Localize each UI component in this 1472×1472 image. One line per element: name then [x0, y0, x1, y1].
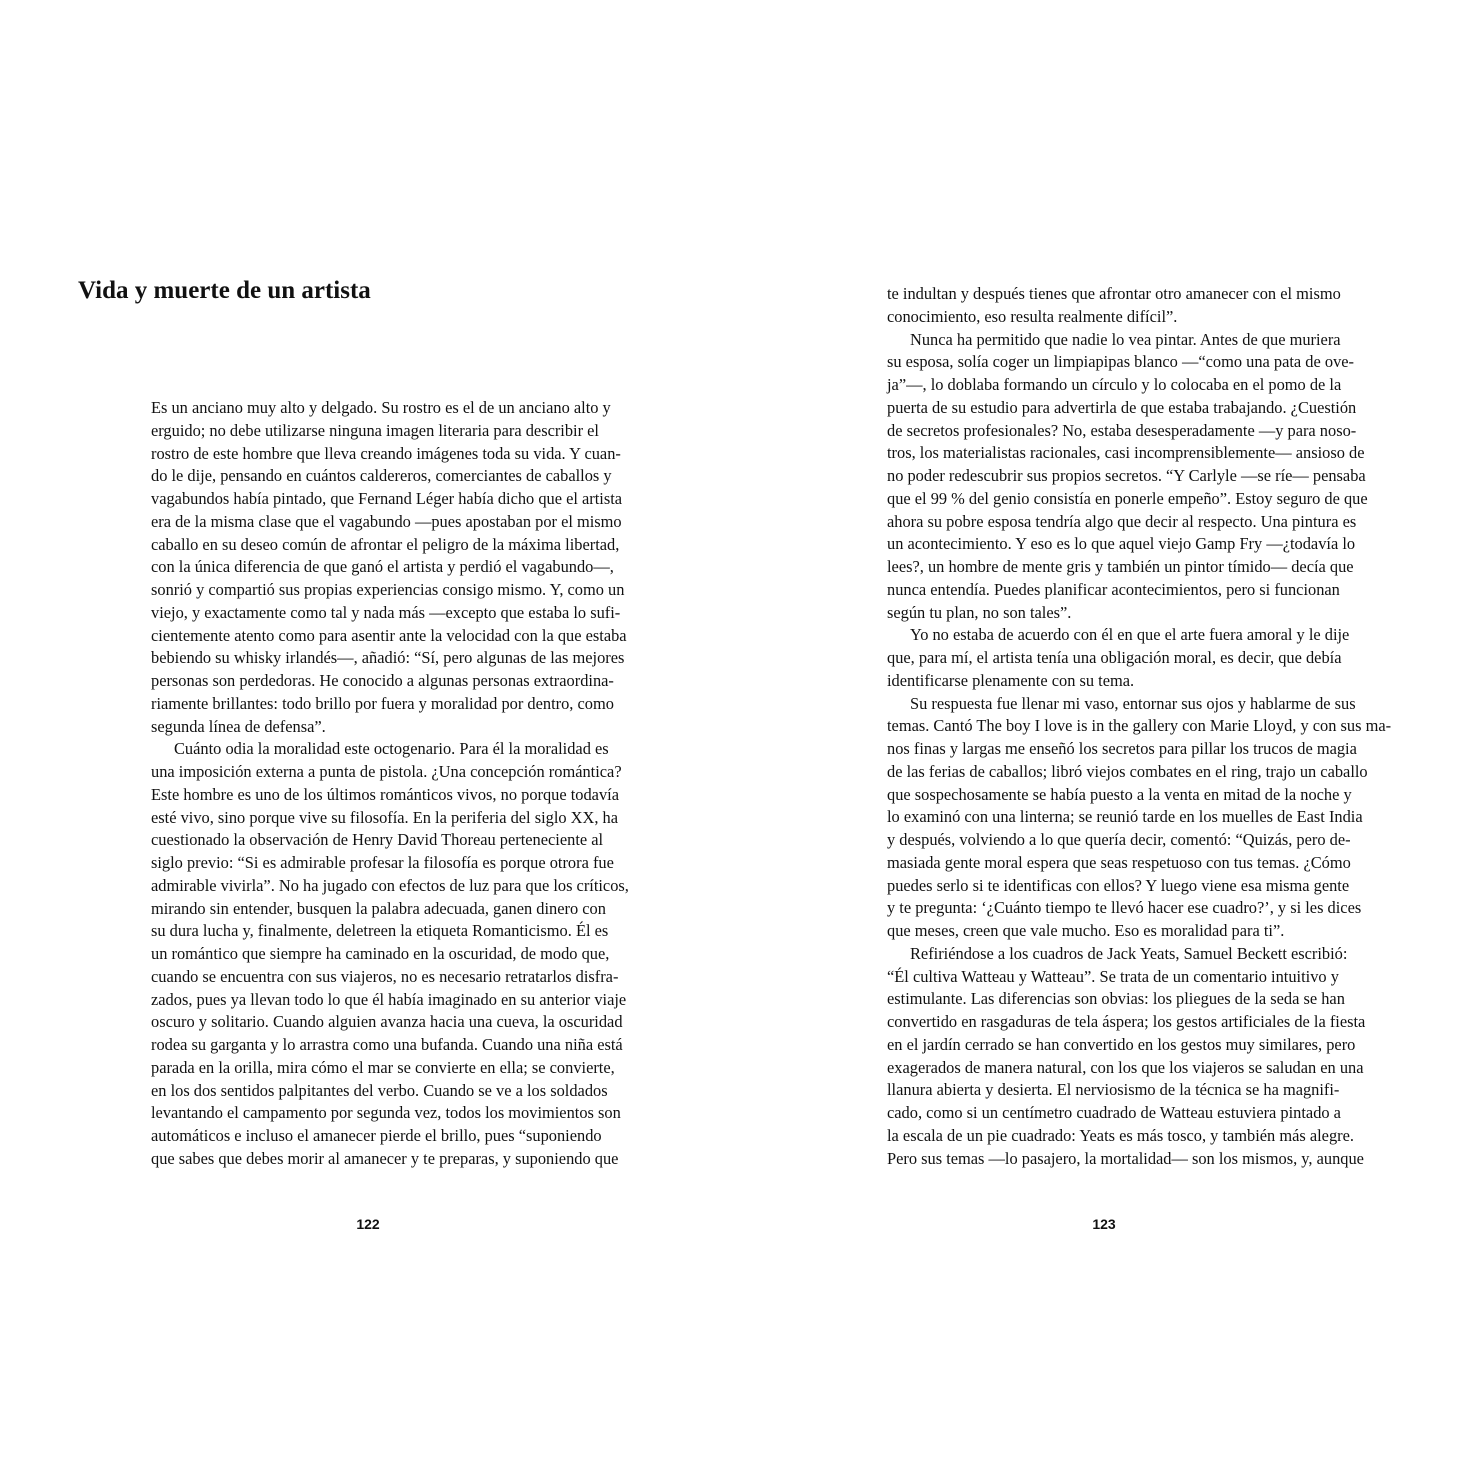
text-line: do le dije, pensando en cuántos caldereros, comerciantes de caballos y [151, 466, 612, 486]
text-line: automáticos e incluso el amanecer pierde el brillo, pues “suponiendo [151, 1126, 602, 1145]
text-line: tros, los materialistas racionales, casi incomprensiblemente— ansioso de [887, 443, 1365, 463]
text-line: Nunca ha permitido que nadie lo vea pintar. Antes de que muriera [910, 329, 1341, 349]
right-page-text [887, 283, 1407, 1170]
text-line: que sabes que debes morir al amanecer y te preparas, y suponiendo que [151, 1148, 619, 1168]
text-line: convertido en rasgaduras de tela áspera; los gestos artificiales de la fiesta [887, 1012, 1366, 1031]
text-line: parada en la orilla, mira cómo el mar se convierte en ella; se convierte, [151, 1057, 615, 1077]
text-line: Yo no estaba de acuerdo con él en que el arte fuera amoral y le dije [910, 625, 1350, 645]
text-line: y después, volviendo a lo que quería decir, comentó: “Quizás, pero de- [887, 830, 1351, 849]
text-line: que, para mí, el artista tenía una obligación moral, es decir, que debía [887, 648, 1342, 667]
text-line: rodea su garganta y lo arrastra como una bufanda. Cuando una niña está [151, 1035, 623, 1054]
text-line: con la única diferencia de que ganó el artista y perdió el vagabundo—, [151, 557, 614, 577]
text-line: que el 99 % del genio consistía en ponerle empeño”. Estoy seguro de que [887, 488, 1368, 508]
text-line: identificarse plenamente con su tema. [887, 670, 1135, 690]
text-line: mirando sin entender, busquen la palabra adecuada, ganen dinero con [151, 898, 606, 918]
text-line: cado, como si un centímetro cuadrado de Watteau estuviera pintado a [887, 1103, 1341, 1122]
text-line: que sospechosamente se había puesto a la venta en mitad de la noche y [887, 784, 1352, 804]
text-line: lo examinó con una linterna; se reunió tarde en los muelles de East India [887, 807, 1363, 827]
text-line: puerta de su estudio para advertirla de que estaba trabajando. ¿Cuestión [887, 397, 1357, 417]
text-line: rostro de este hombre que lleva creando imágenes toda su vida. Y cuan- [151, 443, 621, 463]
text-line: nunca entendía. Puedes planificar acontecimientos, pero si funcionan [887, 579, 1340, 599]
text-line: cientemente atento como para asentir ante la velocidad con la que estaba [151, 625, 627, 645]
text-line: nos finas y largas me enseñó los secretos para pillar los trucos de magia [887, 739, 1357, 758]
text-line: conocimiento, eso resulta realmente difícil”. [887, 306, 1178, 326]
text-line: una imposición externa a punta de pistola. ¿Una concepción romántica? [151, 762, 622, 781]
text-line: Este hombre es uno de los últimos románticos vivos, no porque todavía [151, 784, 619, 804]
text-line: era de la misma clase que el vagabundo —pues apostaban por el mismo [151, 511, 622, 531]
page-number-right: 123 [1092, 1216, 1116, 1232]
text-line: de las ferias de caballos; libró viejos combates en el ring, trajo un caballo [887, 761, 1368, 781]
left-page-text [151, 397, 671, 1171]
text-line: levantando el campamento por segunda vez, todos los movimientos son [151, 1103, 621, 1123]
text-line: ahora su pobre esposa tendría algo que decir al respecto. Una pintura es [887, 511, 1357, 531]
text-line: puedes serlo si te identificas con ellos? Y luego viene esa misma gente [887, 875, 1350, 895]
text-line: estimulante. Las diferencias son obvias: los pliegues de la seda se han [887, 989, 1345, 1009]
text-line: que meses, creen que vale mucho. Eso es moralidad para ti”. [887, 921, 1285, 940]
text-line: cuando se encuentra con sus viajeros, no es necesario retratarlos disfra- [151, 966, 619, 986]
text-line: Cuánto odia la moralidad este octogenario. Para él la moralidad es [174, 739, 609, 759]
text-line: esté vivo, sino porque vive su filosofía. En la periferia del siglo XX, ha [151, 807, 619, 827]
text-line: sonrió y compartió sus propias experiencias consigo mismo. Y, como un [151, 580, 625, 599]
text-line: en los dos sentidos palpitantes del verbo. Cuando se ve a los soldados [151, 1080, 608, 1100]
text-line: Su respuesta fue llenar mi vaso, entornar sus ojos y hablarme de sus [910, 693, 1356, 713]
text-line: personas son perdedoras. He conocido a algunas personas extraordina- [151, 671, 614, 690]
text-line: temas. Cantó The boy I love is in the gallery con Marie Lloyd, y con sus ma- [887, 716, 1392, 736]
text-line: “Él cultiva Watteau y Watteau”. Se trata de un comentario intuitivo y [887, 966, 1339, 986]
text-line: masiada gente moral espera que seas respetuoso con tus temas. ¿Cómo [887, 852, 1351, 872]
text-line: viejo, y exactamente como tal y nada más —excepto que estaba lo sufi- [151, 602, 621, 622]
text-line: ja”—, lo doblaba formando un círculo y lo colocaba en el pomo de la [887, 375, 1342, 394]
text-line: lees?, un hombre de mente gris y también un pintor tímido— decía que [887, 557, 1354, 576]
right-page [736, 0, 1472, 1472]
chapter-title: Vida y muerte de un artista [78, 277, 371, 304]
text-line: un acontecimiento. Y eso es lo que aquel viejo Gamp Fry —¿todavía lo [887, 534, 1356, 554]
text-line: de secretos profesionales? No, estaba desesperadamente —y para noso- [887, 420, 1357, 440]
text-line: Pero sus temas —lo pasajero, la mortalidad— son los mismos, y, aunque [887, 1148, 1364, 1168]
text-line: Refiriéndose a los cuadros de Jack Yeats, Samuel Beckett escribió: [910, 943, 1348, 963]
text-line: no poder redescubrir sus propios secretos. “Y Carlyle —se ríe— pensaba [887, 466, 1366, 485]
text-line: vagabundos había pintado, que Fernand Léger había dicho que el artista [151, 489, 623, 508]
text-line: su dura lucha y, finalmente, deletreen la etiqueta Romanticismo. Él es [151, 921, 609, 941]
text-line: erguido; no debe utilizarse ninguna imagen literaria para describir el [151, 420, 599, 440]
text-line: caballo en su deseo común de afrontar el peligro de la máxima libertad, [151, 534, 620, 554]
text-line: su esposa, solía coger un limpiapipas blanco —“como una pata de ove- [887, 352, 1354, 372]
text-line: segunda línea de defensa”. [151, 716, 326, 736]
text-line: un romántico que siempre ha caminado en la oscuridad, de modo que, [151, 944, 610, 963]
text-line: llanura abierta y desierta. El nerviosismo de la técnica se ha magnifi- [887, 1080, 1340, 1100]
text-line: oscuro y solitario. Cuando alguien avanza hacia una cueva, la oscuridad [151, 1012, 623, 1032]
text-line: en el jardín cerrado se han convertido en los gestos muy similares, pero [887, 1034, 1356, 1054]
text-line: y te pregunta: ‘¿Cuánto tiempo te llevó hacer ese cuadro?’, y si les dices [887, 898, 1362, 918]
text-line: te indultan y después tienes que afrontar otro amanecer con el mismo [887, 284, 1341, 303]
text-line: según tu plan, no son tales”. [887, 602, 1072, 622]
text-line: riamente brillantes: todo brillo por fuera y moralidad por dentro, como [151, 693, 614, 713]
text-line: cuestionado la observación de Henry David Thoreau perteneciente al [151, 830, 604, 850]
text-line: admirable vivirla”. No ha jugado con efectos de luz para que los críticos, [151, 875, 629, 895]
text-line: exagerados de manera natural, con los que los viajeros se saludan en una [887, 1057, 1364, 1077]
page-number-left: 122 [356, 1216, 380, 1232]
text-line: bebiendo su whisky irlandés—, añadió: “Sí, pero algunas de las mejores [151, 648, 625, 668]
text-line: zados, pues ya llevan todo lo que él había imaginado en su anterior viaje [151, 989, 627, 1009]
text-line: Es un anciano muy alto y delgado. Su rostro es el de un anciano alto y [151, 398, 611, 417]
text-line: la escala de un pie cuadrado: Yeats es más tosco, y también más alegre. [887, 1125, 1354, 1145]
text-line: siglo previo: “Si es admirable profesar la filosofía es porque otrora fue [151, 853, 614, 872]
